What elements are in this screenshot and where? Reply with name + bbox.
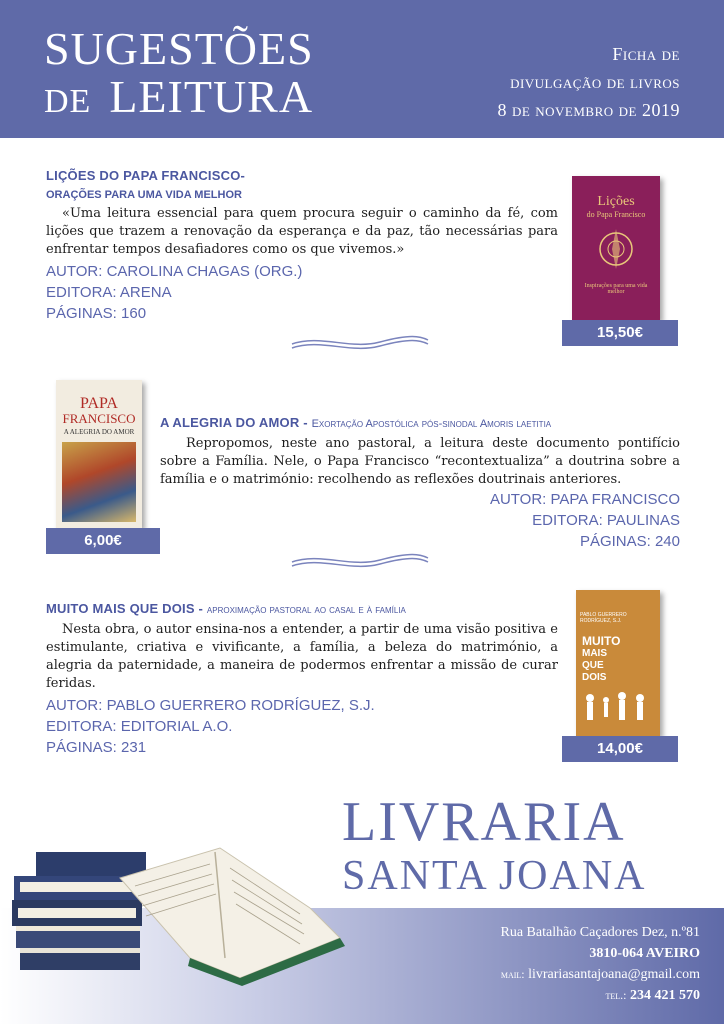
book-1-description: «Uma leitura essencial para quem procura seguir o caminho da fé, com lições que trazem a renovação da esperança e da paz, tão necessárias para enfrentar tempos desafiadores como os que vivemos.» xyxy=(46,206,558,257)
ficha-line1: Ficha de xyxy=(612,44,680,64)
store-mail[interactable]: livrariasantajoana@gmail.com xyxy=(528,967,700,982)
ficha-line2: divulgação de livros xyxy=(510,72,680,92)
book-2-author: AUTOR: PAPA FRANCISCO xyxy=(489,491,680,508)
ornament-icon xyxy=(572,219,660,279)
books-stack-icon xyxy=(10,838,350,988)
wave-divider-icon xyxy=(290,330,430,354)
book-3-cover-title2: MAIS QUE DOIS xyxy=(582,648,607,683)
store-mail-row xyxy=(501,964,701,985)
book-3-cover-image xyxy=(576,590,660,736)
store-name-line2: SANTA JOANA xyxy=(342,853,647,899)
book-2-cover-artwork xyxy=(62,442,136,522)
header-title-leitura: LEITURA xyxy=(109,71,314,122)
book-3-description: Nesta obra, o autor ensina-nos a entender, a partir de uma visão positiva e estimulante, criativa e vivificante, a família, a beleza do matrimónio, a alegria da paternidade, a maneira de podermos enfrentar a missão de curar feridas. xyxy=(46,622,558,691)
book-1-cover-sub: Inspirações para uma vida melhor xyxy=(584,283,648,295)
header-banner xyxy=(0,0,724,138)
book-1-price: 15,50€ xyxy=(562,320,678,346)
book-3-price: 14,00€ xyxy=(562,736,678,762)
store-tel: 234 421 570 xyxy=(630,988,700,1003)
book-1-title: LIÇÕES DO PAPA FRANCISCO- xyxy=(46,168,246,183)
book-3-cover-sub: PABLO GUERRERO RODRÍGUEZ, S.J. xyxy=(580,612,627,624)
book-1-pages: PÁGINAS: 160 xyxy=(46,305,147,322)
book-2-cover-title1: PAPA xyxy=(80,395,118,412)
book-2 xyxy=(160,412,680,552)
store-tel-row xyxy=(501,985,701,1006)
store-city: 3810-064 AVEIRO xyxy=(589,946,700,961)
ficha-line3: 8 de novembro de 2019 xyxy=(497,100,680,120)
book-3-cover-title1: MUITO xyxy=(582,634,621,648)
book-3-subtitle: aproximação pastoral ao casal e à família xyxy=(206,604,406,616)
book-2-cover-title2: FRANCISCO xyxy=(62,411,136,426)
book-1-author: AUTOR: CAROLINA CHAGAS (ORG.) xyxy=(46,263,303,280)
book-2-price: 6,00€ xyxy=(46,528,160,554)
book-2-publisher: EDITORA: PAULINAS xyxy=(532,512,680,529)
header-title-de: DE xyxy=(44,83,92,120)
book-2-pages: PÁGINAS: 240 xyxy=(579,533,680,550)
book-2-description: Repropomos, neste ano pastoral, a leitura deste documento pontifício sobre a Família. Nele, o Papa Francisco “recontextualiza” a doutrina sobre a família e o matrimónio: recolhendo as reflexões doutrinais anteriores. xyxy=(160,436,680,487)
book-2-subtitle: Exortação Apostólica pós-sinodal Amoris laetitia xyxy=(311,418,552,430)
wave-divider-icon xyxy=(290,548,430,572)
book-3-pages: PÁGINAS: 231 xyxy=(46,739,147,756)
store-name-line1: LIVRARIA xyxy=(342,791,626,853)
book-1-publisher: EDITORA: ARENA xyxy=(46,284,172,301)
book-1 xyxy=(46,168,558,324)
people-silhouette-icon xyxy=(576,688,660,728)
book-3 xyxy=(46,598,558,758)
book-3-title: MUITO MAIS QUE DOIS - xyxy=(46,601,207,616)
mail-label: mail: xyxy=(500,967,525,981)
store-address: Rua Batalhão Caçadores Dez, n.º81 xyxy=(500,925,700,940)
store-contact xyxy=(501,922,701,1006)
book-1-cover-title1: Lições xyxy=(597,194,635,209)
book-3-publisher: EDITORA: EDITORIAL A.O. xyxy=(46,718,233,735)
header-title-line1: SUGESTÕES xyxy=(44,23,314,74)
book-2-cover-sub: A ALEGRIA DO AMOR xyxy=(63,428,135,436)
tel-label: tel.: xyxy=(605,988,627,1002)
book-1-cover-title2: do Papa Francisco xyxy=(586,210,646,219)
header-title-line2 xyxy=(44,70,313,123)
book-2-cover-image xyxy=(56,380,142,528)
book-1-subtitle: ORAÇÕES PARA UMA VIDA MELHOR xyxy=(46,189,242,201)
book-3-author: AUTOR: PABLO GUERRERO RODRÍGUEZ, S.J. xyxy=(46,697,375,714)
book-1-cover-image xyxy=(572,176,660,320)
header-ficha xyxy=(497,40,680,124)
book-2-title: A ALEGRIA DO AMOR - xyxy=(160,415,312,430)
